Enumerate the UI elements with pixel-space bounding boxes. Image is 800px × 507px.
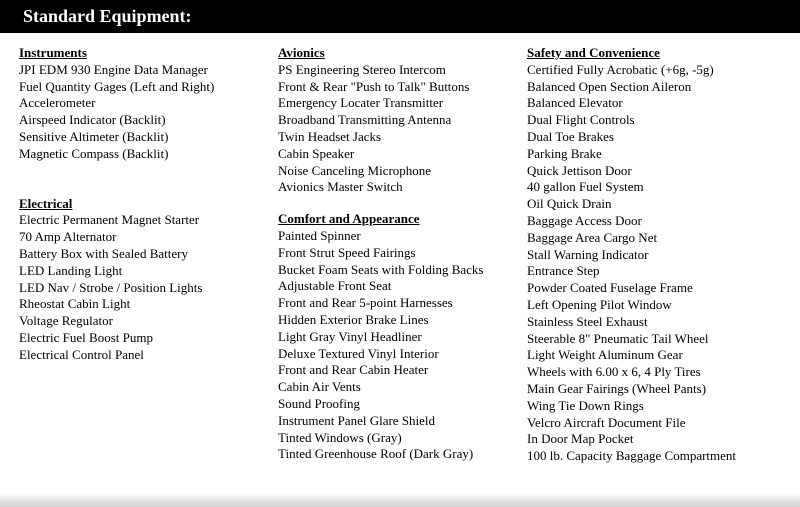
equipment-item: Balanced Open Section Aileron	[527, 78, 692, 94]
equipment-item: Main Gear Fairings (Wheel Pants)	[527, 380, 707, 396]
equipment-item: Electric Fuel Boost Pump	[19, 329, 153, 345]
equipment-item: 40 gallon Fuel System	[527, 179, 644, 195]
equipment-item: Painted Spinner	[278, 227, 361, 243]
equipment-item: Avionics Master Switch	[278, 179, 403, 195]
equipment-item: Emergency Locater Transmitter	[278, 95, 444, 111]
equipment-column-1	[19, 45, 214, 364]
section-heading: Comfort and Appearance	[278, 211, 420, 227]
equipment-item: In Door Map Pocket	[527, 431, 634, 447]
equipment-item: Steerable 8" Pneumatic Tail Wheel	[527, 330, 709, 346]
equipment-item: Light Weight Aluminum Gear	[527, 347, 683, 363]
equipment-column-3	[527, 45, 736, 465]
equipment-item: Certified Fully Acrobatic (+6g, -5g)	[527, 61, 714, 77]
equipment-item: Oil Quick Drain	[527, 196, 612, 212]
equipment-item: Battery Box with Sealed Battery	[19, 245, 188, 261]
equipment-item: Noise Canceling Microphone	[278, 162, 432, 178]
equipment-item: Light Gray Vinyl Headliner	[278, 328, 422, 344]
equipment-item: Adjustable Front Seat	[278, 278, 392, 294]
equipment-item: LED Landing Light	[19, 262, 123, 278]
equipment-item: Dual Toe Brakes	[527, 128, 614, 144]
equipment-item: Broadband Transmitting Antenna	[278, 112, 452, 128]
equipment-item: Sensitive Altimeter (Backlit)	[19, 128, 169, 144]
equipment-item: Rheostat Cabin Light	[19, 296, 131, 312]
equipment-item: Electric Permanent Magnet Starter	[19, 212, 200, 228]
equipment-item: Front and Rear 5-point Harnesses	[278, 295, 453, 311]
equipment-item: Hidden Exterior Brake Lines	[278, 311, 429, 327]
equipment-item: Tinted Windows (Gray)	[278, 429, 402, 445]
section-heading: Safety and Convenience	[527, 45, 660, 60]
equipment-item: 100 lb. Capacity Baggage Compartment	[527, 448, 737, 464]
equipment-item: Velcro Aircraft Document File	[527, 414, 686, 430]
equipment-item: PS Engineering Stereo Intercom	[278, 61, 446, 77]
equipment-section	[278, 45, 483, 196]
equipment-item: Deluxe Textured Vinyl Interior	[278, 345, 439, 361]
equipment-item: Wing Tie Down Rings	[527, 397, 644, 413]
equipment-item: Parking Brake	[527, 145, 602, 161]
equipment-item: Front & Rear "Push to Talk" Buttons	[278, 78, 470, 94]
section-heading: Instruments	[19, 45, 87, 60]
equipment-section	[19, 196, 214, 364]
equipment-section	[278, 211, 483, 463]
equipment-item: Stall Warning Indicator	[527, 246, 649, 262]
equipment-item: Voltage Regulator	[19, 313, 113, 329]
equipment-item: Baggage Access Door	[527, 212, 642, 228]
equipment-item: Twin Headset Jacks	[278, 128, 382, 144]
footer-shadow	[0, 493, 800, 507]
equipment-item: Instrument Panel Glare Shield	[278, 412, 436, 428]
equipment-item: LED Nav / Strobe / Position Lights	[19, 279, 203, 295]
equipment-item: Airspeed Indicator (Backlit)	[19, 112, 166, 128]
equipment-item: JPI EDM 930 Engine Data Manager	[19, 61, 208, 77]
equipment-item: Sound Proofing	[278, 395, 360, 411]
equipment-item: Entrance Step	[527, 263, 600, 279]
equipment-item: Front and Rear Cabin Heater	[278, 362, 429, 378]
section-heading: Avionics	[278, 45, 325, 60]
equipment-item: Front Strut Speed Fairings	[278, 244, 416, 260]
equipment-item: Balanced Elevator	[527, 95, 623, 111]
equipment-item: Fuel Quantity Gages (Left and Right)	[19, 78, 215, 94]
section-heading: Electrical	[19, 195, 73, 211]
equipment-item: Powder Coated Fuselage Frame	[527, 280, 693, 296]
equipment-item: Wheels with 6.00 x 6, 4 Ply Tires	[527, 364, 701, 380]
equipment-item: Cabin Air Vents	[278, 379, 361, 395]
equipment-item: 70 Amp Alternator	[19, 229, 117, 245]
equipment-section	[19, 45, 214, 163]
equipment-item: Dual Flight Controls	[527, 112, 635, 128]
header-bar	[0, 0, 800, 33]
equipment-item: Stainless Steel Exhaust	[527, 313, 648, 329]
equipment-section	[527, 45, 736, 465]
equipment-item: Magnetic Compass (Backlit)	[19, 145, 169, 161]
equipment-column-2	[278, 45, 483, 463]
page-title: Standard Equipment:	[23, 6, 192, 26]
equipment-item: Baggage Area Cargo Net	[527, 229, 658, 245]
equipment-item: Quick Jettison Door	[527, 162, 632, 178]
equipment-item: Bucket Foam Seats with Folding Backs	[278, 261, 484, 277]
equipment-item: Left Opening Pilot Window	[527, 296, 672, 312]
equipment-item: Cabin Speaker	[278, 145, 355, 161]
equipment-item: Accelerometer	[19, 95, 96, 111]
equipment-item: Tinted Greenhouse Roof (Dark Gray)	[278, 446, 474, 462]
equipment-item: Electrical Control Panel	[19, 346, 144, 362]
